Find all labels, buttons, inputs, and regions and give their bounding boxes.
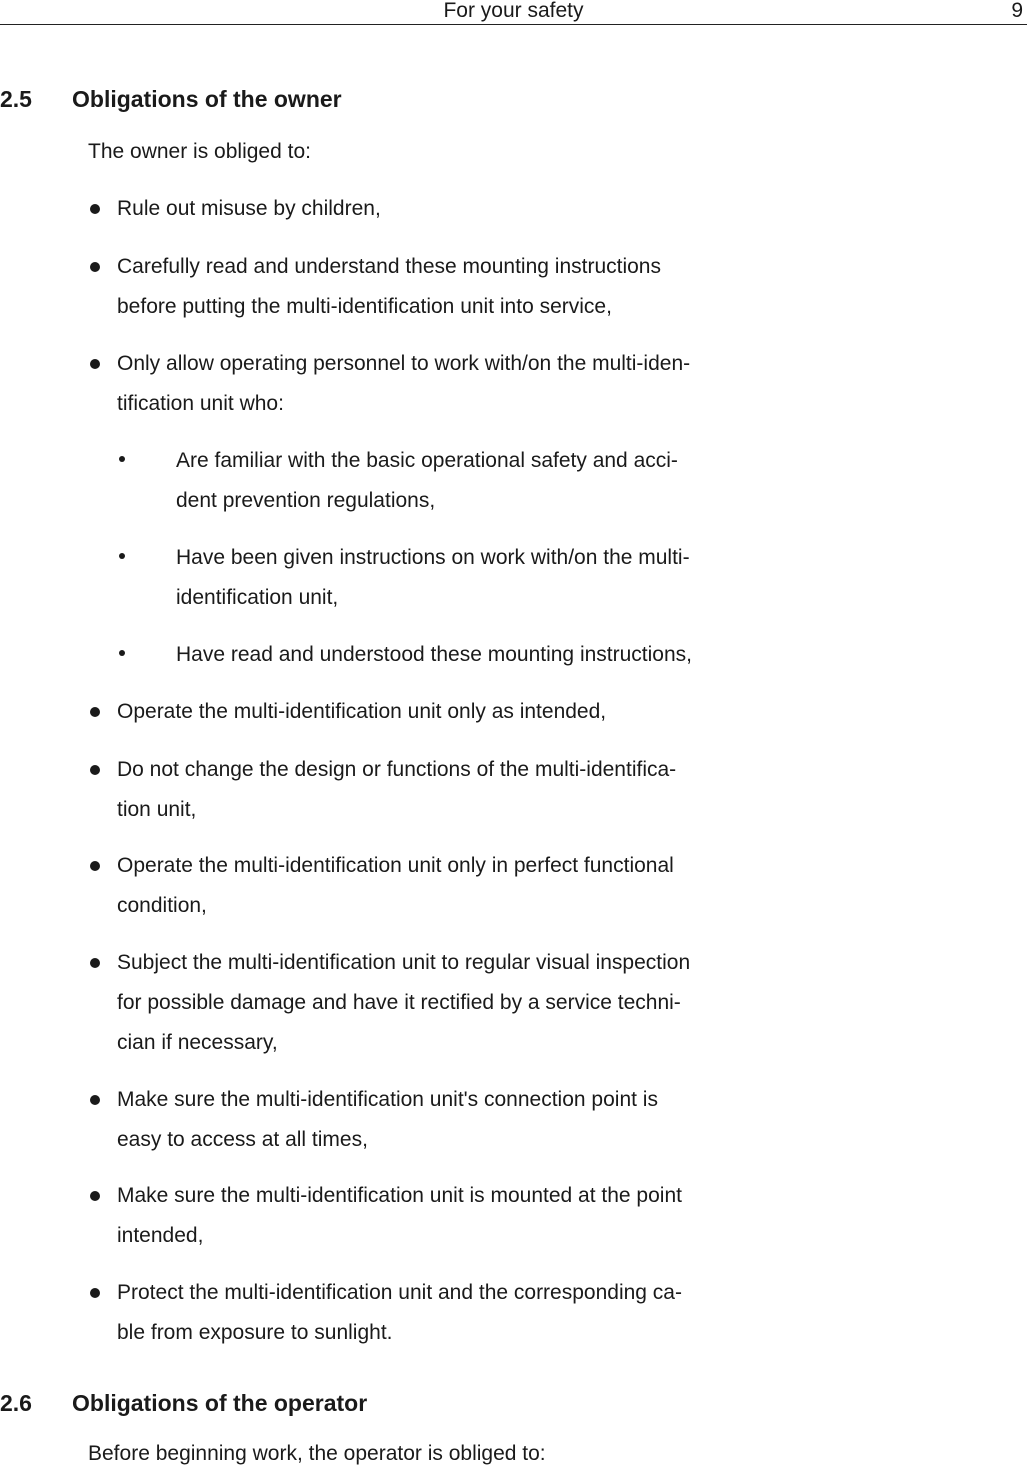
- list-item-line: intended,: [117, 1224, 204, 1247]
- list-item-line: Do not change the design or functions of the multi-identifica-: [117, 758, 677, 781]
- bullet-icon: [90, 1288, 100, 1298]
- list-item-line: Make sure the multi-identification unit is mounted at the point: [117, 1184, 682, 1207]
- section-title: Obligations of the owner: [72, 86, 342, 112]
- section-number: 2.5: [0, 86, 32, 112]
- list-item-line: for possible damage and have it rectified by a service techni-: [117, 991, 681, 1014]
- bullet-icon: [90, 861, 100, 871]
- section-intro: Before beginning work, the operator is obliged to:: [88, 1442, 546, 1465]
- bullet-icon: [90, 1095, 100, 1105]
- list-item-line: dent prevention regulations,: [176, 489, 436, 512]
- list-item-line: Subject the multi-identification unit to regular visual inspection: [117, 951, 691, 974]
- section-intro: The owner is obliged to:: [88, 140, 311, 163]
- bullet-icon: [90, 707, 100, 717]
- list-item-line: Only allow operating personnel to work with/on the multi-iden-: [117, 352, 691, 375]
- list-item-line: Rule out misuse by children,: [117, 197, 381, 220]
- sub-bullet-icon: [119, 650, 125, 656]
- bullet-icon: [90, 765, 100, 775]
- list-item: [117, 344, 757, 424]
- list-item-line: easy to access at all times,: [117, 1128, 368, 1151]
- sub-list-item: [176, 441, 756, 521]
- section-number: 2.6: [0, 1390, 32, 1416]
- bullet-icon: [90, 204, 100, 214]
- list-item-line: Operate the multi-identification unit only as intended,: [117, 700, 607, 723]
- list-item-line: ble from exposure to sunlight.: [117, 1321, 393, 1344]
- list-item-line: Have read and understood these mounting instructions,: [176, 643, 692, 666]
- page-header: [0, 0, 1027, 25]
- list-item-line: before putting the multi-identification unit into service,: [117, 295, 612, 318]
- bullet-icon: [90, 958, 100, 968]
- sub-list-item: [176, 538, 756, 618]
- list-item-line: tification unit who:: [117, 392, 284, 415]
- list-item-line: Carefully read and understand these mounting instructions: [117, 255, 661, 278]
- list-item-line: Are familiar with the basic operational safety and acci-: [176, 449, 678, 472]
- list-item: [117, 1080, 757, 1160]
- sub-bullet-icon: [119, 553, 125, 559]
- list-item-line: Protect the multi-identification unit and the corresponding ca-: [117, 1281, 682, 1304]
- page-number: 9: [1011, 0, 1023, 22]
- list-item-line: cian if necessary,: [117, 1031, 278, 1054]
- list-item-line: Have been given instructions on work with/on the multi-: [176, 546, 690, 569]
- list-item: [117, 750, 757, 830]
- list-item-line: identification unit,: [176, 586, 339, 609]
- list-item: [117, 943, 757, 1063]
- bullet-icon: [90, 262, 100, 272]
- list-item: [117, 846, 757, 926]
- section-title: Obligations of the operator: [72, 1390, 368, 1416]
- list-item: [117, 1176, 757, 1256]
- sub-list-item: [176, 635, 756, 675]
- list-item-line: Make sure the multi-identification unit's connection point is: [117, 1088, 658, 1111]
- header-title: For your safety: [443, 0, 584, 22]
- list-item: [117, 247, 757, 327]
- list-item-line: tion unit,: [117, 798, 197, 821]
- bullet-icon: [90, 1191, 100, 1201]
- list-item: [117, 692, 757, 732]
- list-item-line: Operate the multi-identification unit only in perfect functional: [117, 854, 674, 877]
- sub-bullet-icon: [119, 456, 125, 462]
- list-item-line: condition,: [117, 894, 207, 917]
- bullet-icon: [90, 359, 100, 369]
- list-item: [117, 1273, 757, 1353]
- list-item: [117, 189, 757, 229]
